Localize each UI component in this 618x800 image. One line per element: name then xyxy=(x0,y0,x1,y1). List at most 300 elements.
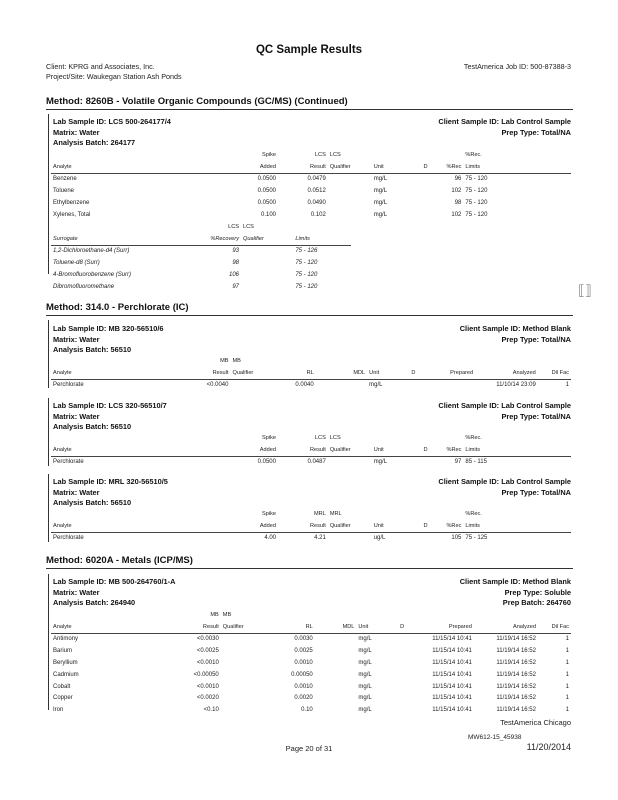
cell: 0.0500 xyxy=(257,176,276,183)
header-cell: LCS xyxy=(228,223,240,230)
cell: 93 xyxy=(232,248,240,255)
prep-type: Prep Type: Total/NA xyxy=(501,487,571,497)
cell: mg/L xyxy=(358,648,372,655)
header-cell xyxy=(404,355,423,367)
section-bar xyxy=(48,114,49,274)
matrix: Matrix: Water xyxy=(53,334,100,344)
table-header-row xyxy=(51,444,571,456)
cell xyxy=(328,185,372,197)
lab-sample-id: Lab Sample ID: MB 320-56510/6 xyxy=(53,324,164,333)
client-sample-id: Client Sample ID: Lab Control Sample xyxy=(438,401,571,410)
section-bar xyxy=(48,574,49,710)
header-cell xyxy=(51,149,234,161)
cell: 0.00050 xyxy=(291,671,313,678)
cell: <0.10 xyxy=(203,707,219,714)
lab-sample-id: Lab Sample ID: MRL 320-56510/5 xyxy=(53,477,168,486)
prep-batch: Prep Batch: 264760 xyxy=(502,598,571,607)
table-header-row xyxy=(51,221,351,233)
table-row xyxy=(51,669,571,681)
cell xyxy=(393,657,412,669)
header-cell xyxy=(356,609,392,621)
header-cell: LCS xyxy=(314,151,326,158)
cell: 0.0512 xyxy=(307,188,326,195)
cell: <0.00050 xyxy=(193,671,219,678)
header-cell xyxy=(51,221,183,233)
cell: mg/L xyxy=(373,211,388,218)
table-row xyxy=(51,197,571,209)
cell: 0.0025 xyxy=(294,648,313,655)
cell xyxy=(315,633,357,645)
cell: Beryllium xyxy=(53,660,78,667)
cell: 11/19/14 16:52 xyxy=(496,648,536,655)
cell xyxy=(416,173,436,185)
cell xyxy=(315,657,357,669)
cell: 96 xyxy=(454,176,462,183)
cell: 1 xyxy=(565,660,569,667)
header-cell: MB xyxy=(232,357,241,364)
cell xyxy=(241,257,293,269)
header-cell: Result xyxy=(278,444,328,456)
cell: mg/L xyxy=(358,671,372,678)
cell: Copper xyxy=(53,695,73,702)
header-cell: Analyzed xyxy=(475,367,538,379)
cell: 1 xyxy=(565,707,569,714)
cell: Dibromofluoromethane xyxy=(53,283,115,290)
sample-info-right xyxy=(438,117,571,138)
header-cell xyxy=(538,609,571,621)
cell xyxy=(328,532,372,544)
header-cell: Qualifier xyxy=(328,161,372,173)
header-cell: %Rec xyxy=(435,520,463,532)
header-cell: Result xyxy=(278,161,328,173)
table-header-row xyxy=(51,609,571,621)
cell: Perchlorate xyxy=(53,535,84,542)
cell: Antimony xyxy=(53,636,79,643)
cell: 11/15/14 10:41 xyxy=(432,660,472,667)
table-row xyxy=(51,269,351,281)
header-cell: Unit xyxy=(356,621,392,633)
cell: Perchlorate xyxy=(53,459,84,466)
header-cell: D xyxy=(393,621,412,633)
header-cell xyxy=(315,609,357,621)
header-cell: MB xyxy=(220,357,229,364)
header-cell: Spike xyxy=(261,434,276,441)
sample-info-left xyxy=(53,324,164,356)
cell xyxy=(416,456,436,468)
sample-info-left xyxy=(53,577,175,609)
cell: 85 - 115 xyxy=(465,459,487,466)
header-cell: Prepared xyxy=(423,367,475,379)
header-cell: MRL xyxy=(329,510,342,517)
cell: 0.0010 xyxy=(294,683,313,690)
cell xyxy=(315,704,357,716)
header-cell: RL xyxy=(273,367,316,379)
table-row xyxy=(51,281,351,293)
header-cell: Qualifier xyxy=(328,444,372,456)
header-cell: Result xyxy=(167,621,221,633)
cell xyxy=(393,681,412,693)
header-cell: RL xyxy=(263,621,315,633)
header-cell: Added xyxy=(234,444,278,456)
table-row xyxy=(51,704,571,716)
cell xyxy=(315,681,357,693)
sample-info-left xyxy=(53,117,171,149)
cell xyxy=(416,197,436,209)
cell: 1 xyxy=(565,636,569,643)
cell xyxy=(393,669,412,681)
table-header-row xyxy=(51,149,571,161)
header-cell xyxy=(51,432,234,444)
cell: 11/15/14 10:41 xyxy=(432,683,472,690)
header-cell xyxy=(293,221,351,233)
header-cell: %Rec. xyxy=(465,434,482,441)
header-cell: Added xyxy=(234,520,278,532)
cell: 0.0010 xyxy=(294,660,313,667)
cell: 1 xyxy=(565,671,569,678)
cell: mg/L xyxy=(373,176,388,183)
cell: ug/L xyxy=(373,535,386,542)
cell xyxy=(393,633,412,645)
header-cell: Dil Fac xyxy=(538,621,571,633)
cell: <0.0025 xyxy=(196,648,219,655)
cell: 11/19/14 16:52 xyxy=(496,660,536,667)
analysis-batch: Analysis Batch: 56510 xyxy=(53,422,132,431)
cell: mg/L xyxy=(358,707,372,714)
cell: mg/L xyxy=(373,200,388,207)
cell: 106 xyxy=(229,272,240,279)
header-cell xyxy=(393,609,412,621)
job-id: TestAmerica Job ID: 500-87388-3 xyxy=(463,62,571,71)
cell: 75 - 120 xyxy=(295,283,318,290)
cell xyxy=(241,245,293,257)
header-cell: Analyzed xyxy=(474,621,538,633)
cell: 11/15/14 10:41 xyxy=(432,695,472,702)
header-cell: LCS xyxy=(314,434,326,441)
table-header-row xyxy=(51,508,571,520)
cell xyxy=(328,209,372,221)
analysis-batch: Analysis Batch: 56510 xyxy=(53,498,132,507)
cell xyxy=(416,209,436,221)
header-cell: D xyxy=(404,367,423,379)
cell: 0.0030 xyxy=(294,636,313,643)
header-cell: Result xyxy=(278,520,328,532)
cell xyxy=(230,379,273,391)
header-cell xyxy=(423,355,475,367)
header-cell xyxy=(435,508,463,520)
cell xyxy=(241,281,293,293)
cell xyxy=(221,681,263,693)
header-cell: MDL xyxy=(315,621,357,633)
header-cell: Qualifier xyxy=(221,621,263,633)
header-cell: Unit xyxy=(372,161,416,173)
header-cell: Analyte xyxy=(51,161,234,173)
cell xyxy=(328,456,372,468)
header-cell xyxy=(263,609,315,621)
header-cell: Surrogate xyxy=(51,233,183,245)
header-cell: Analyte xyxy=(51,367,188,379)
cell: 11/19/14 16:52 xyxy=(496,636,536,643)
cell xyxy=(221,669,263,681)
surrogate-table xyxy=(51,221,351,293)
client-sample-id: Client Sample ID: Lab Control Sample xyxy=(438,117,571,126)
analysis-batch: Analysis Batch: 264177 xyxy=(53,138,136,147)
cell: 11/15/14 10:41 xyxy=(432,707,472,714)
header-cell: %Rec xyxy=(435,444,463,456)
header-cell: D xyxy=(416,161,436,173)
cell: 75 - 120 xyxy=(295,272,318,279)
cell xyxy=(416,532,436,544)
cell: <0.0010 xyxy=(196,683,219,690)
cell: 11/19/14 16:52 xyxy=(496,695,536,702)
table-header-row xyxy=(51,355,571,367)
cell: 11/15/14 10:41 xyxy=(432,671,472,678)
sample-info-left xyxy=(53,401,167,433)
table-row xyxy=(51,633,571,645)
header-cell: MB xyxy=(210,611,219,618)
cell: 105 xyxy=(451,535,462,542)
cell: 75 - 120 xyxy=(465,176,488,183)
cell: 0.0487 xyxy=(307,459,326,466)
cell: Cobalt xyxy=(53,683,71,690)
cell: Benzene xyxy=(53,176,77,183)
cell: 102 xyxy=(451,211,462,218)
cell: 75 - 120 xyxy=(295,260,318,267)
cell: 0.0490 xyxy=(307,200,326,207)
cell xyxy=(241,269,293,281)
cell: 4.21 xyxy=(314,535,326,542)
table-row xyxy=(51,532,571,544)
header-cell xyxy=(372,149,416,161)
cell: mg/L xyxy=(373,459,388,466)
header-cell xyxy=(51,355,188,367)
section-bar xyxy=(48,474,49,542)
cell: mg/L xyxy=(358,660,372,667)
sample-info-right xyxy=(438,477,571,498)
header-cell: MDL xyxy=(316,367,367,379)
header-cell xyxy=(416,432,436,444)
table-row xyxy=(51,209,571,221)
header-cell xyxy=(367,355,404,367)
header-cell xyxy=(416,508,436,520)
header-cell: D xyxy=(416,444,436,456)
cell: 4-Bromofluorobenzene (Surr) xyxy=(53,272,132,279)
header-cell xyxy=(51,609,167,621)
table-row xyxy=(51,645,571,657)
cell xyxy=(393,704,412,716)
prep-type: Prep Type: Total/NA xyxy=(501,334,571,344)
cell: mg/L xyxy=(358,636,372,643)
cell: <0.0030 xyxy=(196,636,219,643)
cell: Toluene xyxy=(53,188,75,195)
cell: 11/10/14 23:09 xyxy=(496,382,536,389)
header-cell xyxy=(474,609,538,621)
divider xyxy=(46,568,573,569)
cell: 75 - 120 xyxy=(465,188,488,195)
cell: 0.102 xyxy=(310,211,326,218)
analysis-batch: Analysis Batch: 264940 xyxy=(53,598,136,607)
cell: mg/L xyxy=(373,188,388,195)
cell: Xylenes, Total xyxy=(53,211,91,218)
cell: Barium xyxy=(53,648,73,655)
header-cell: LCS xyxy=(329,434,341,441)
table-row xyxy=(51,257,351,269)
mb-6020-table xyxy=(51,609,571,716)
lab-sample-id: Lab Sample ID: LCS 320-56510/7 xyxy=(53,401,167,410)
cell xyxy=(221,633,263,645)
header-cell: D xyxy=(416,520,436,532)
divider xyxy=(46,109,573,110)
footer-company: TestAmerica Chicago xyxy=(500,718,571,727)
table-header-row xyxy=(51,161,571,173)
cell xyxy=(393,645,412,657)
client-sample-id: Client Sample ID: Method Blank xyxy=(459,324,571,333)
header-cell xyxy=(372,508,416,520)
header-cell xyxy=(372,432,416,444)
lab-sample-id: Lab Sample ID: MB 500-264760/1-A xyxy=(53,577,176,586)
cell: 97 xyxy=(232,283,240,290)
cell: 0.10 xyxy=(301,707,313,714)
header-cell xyxy=(51,508,234,520)
method-314-heading: Method: 314.0 - Perchlorate (IC) xyxy=(46,302,189,313)
lab-sample-id: Lab Sample ID: LCS 500-264177/4 xyxy=(53,117,171,126)
client-sample-id: Client Sample ID: Lab Control Sample xyxy=(438,477,571,486)
scan-mark-icon: ⟦⟧ xyxy=(578,282,592,298)
mb-314-table xyxy=(51,355,571,391)
header-cell xyxy=(412,609,474,621)
header-cell: %Recovery xyxy=(183,233,241,245)
matrix: Matrix: Water xyxy=(53,587,100,597)
cell: 0.0479 xyxy=(307,176,326,183)
table-row xyxy=(51,245,351,257)
matrix: Matrix: Water xyxy=(53,487,100,497)
cell: 0.0500 xyxy=(257,200,276,207)
cell: 11/15/14 10:41 xyxy=(432,636,472,643)
cell: 11/19/14 16:52 xyxy=(496,683,536,690)
prep-type: Prep Type: Total/NA xyxy=(501,411,571,421)
header-cell: Analyte xyxy=(51,444,234,456)
cell xyxy=(404,379,423,391)
mrl-314-table xyxy=(51,508,571,544)
header-cell: Qualifier xyxy=(241,233,293,245)
cell: 97 xyxy=(454,459,462,466)
table-header-row xyxy=(51,233,351,245)
sample-info-right xyxy=(460,324,571,345)
cell xyxy=(423,379,475,391)
method-6020a-heading: Method: 6020A - Metals (ICP/MS) xyxy=(46,555,193,566)
cell: 75 - 126 xyxy=(295,248,318,255)
cell: mg/L xyxy=(358,683,372,690)
cell xyxy=(221,657,263,669)
project-site: Project/Site: Waukegan Station Ash Ponds xyxy=(46,72,182,81)
cell: 4.00 xyxy=(264,535,276,542)
cell: mg/L xyxy=(369,382,383,389)
header-cell: Spike xyxy=(262,151,276,158)
cell: 11/19/14 16:52 xyxy=(496,671,536,678)
cell: 75 - 125 xyxy=(465,535,488,542)
header-cell: Unit xyxy=(372,444,416,456)
table-row xyxy=(51,657,571,669)
sample-info-right xyxy=(438,401,571,422)
prep-type: Prep Type: Total/NA xyxy=(501,127,571,137)
cell xyxy=(328,197,372,209)
cell: 0.100 xyxy=(260,211,276,218)
lcs-8260-table xyxy=(51,149,571,221)
client-sample-id: Client Sample ID: Method Blank xyxy=(459,577,571,586)
table-row xyxy=(51,379,571,391)
header-cell: Dil Fac xyxy=(538,367,571,379)
analysis-batch: Analysis Batch: 56510 xyxy=(53,345,132,354)
cell: 98 xyxy=(454,200,462,207)
table-row xyxy=(51,456,571,468)
cell: 11/19/14 16:52 xyxy=(496,707,536,714)
cell: Iron xyxy=(53,707,64,714)
header-cell: MRL xyxy=(314,510,326,517)
footer-date: 11/20/2014 xyxy=(526,742,571,752)
sample-info-right xyxy=(460,577,571,609)
cell xyxy=(315,645,357,657)
table-row xyxy=(51,681,571,693)
matrix: Matrix: Water xyxy=(53,127,100,137)
header-cell: Limits xyxy=(463,161,527,173)
cell: 11/15/14 10:41 xyxy=(432,648,472,655)
cell: 75 - 120 xyxy=(465,200,488,207)
table-row xyxy=(51,173,571,185)
cell: <0.0040 xyxy=(206,382,229,389)
header-cell: Limits xyxy=(463,520,527,532)
cell: Perchlorate xyxy=(53,382,84,389)
matrix: Matrix: Water xyxy=(53,411,100,421)
cell: 1 xyxy=(565,695,569,702)
method-8260b-heading: Method: 8260B - Volatile Organic Compounds (GC/MS) (Continued) xyxy=(46,96,348,107)
cell: 102 xyxy=(451,188,462,195)
header-cell: Limits xyxy=(293,233,351,245)
header-cell: Unit xyxy=(367,367,404,379)
page-title: QC Sample Results xyxy=(255,44,363,56)
table-header-row xyxy=(51,621,571,633)
cell xyxy=(393,693,412,705)
table-header-row xyxy=(51,520,571,532)
header-cell xyxy=(475,355,538,367)
footer-doc-number: MW612-15_45938 xyxy=(468,734,522,741)
header-cell: Qualifier xyxy=(328,520,372,532)
header-cell xyxy=(273,355,316,367)
cell: Cadmium xyxy=(53,671,79,678)
cell: 0.0040 xyxy=(295,382,314,389)
header-cell: %Rec xyxy=(435,161,463,173)
cell xyxy=(315,693,357,705)
header-cell: Prepared xyxy=(412,621,474,633)
header-cell: Analyte xyxy=(51,621,167,633)
cell: <0.0020 xyxy=(196,695,219,702)
table-header-row xyxy=(51,367,571,379)
header-cell: MB xyxy=(222,611,232,618)
cell xyxy=(221,704,263,716)
section-bar xyxy=(48,320,49,388)
cell: Toluene-d8 (Surr) xyxy=(53,260,100,267)
lcs-314-table xyxy=(51,432,571,468)
header-cell: Spike xyxy=(262,510,276,517)
cell: Ethylbenzene xyxy=(53,200,90,207)
cell: 98 xyxy=(232,260,240,267)
header-cell xyxy=(435,432,463,444)
cell xyxy=(328,173,372,185)
header-cell: Qualifier xyxy=(230,367,273,379)
cell xyxy=(315,669,357,681)
cell: 75 - 120 xyxy=(465,211,488,218)
header-cell: %Rec. xyxy=(465,510,482,517)
header-cell: Analyte xyxy=(51,520,234,532)
table-row xyxy=(51,185,571,197)
